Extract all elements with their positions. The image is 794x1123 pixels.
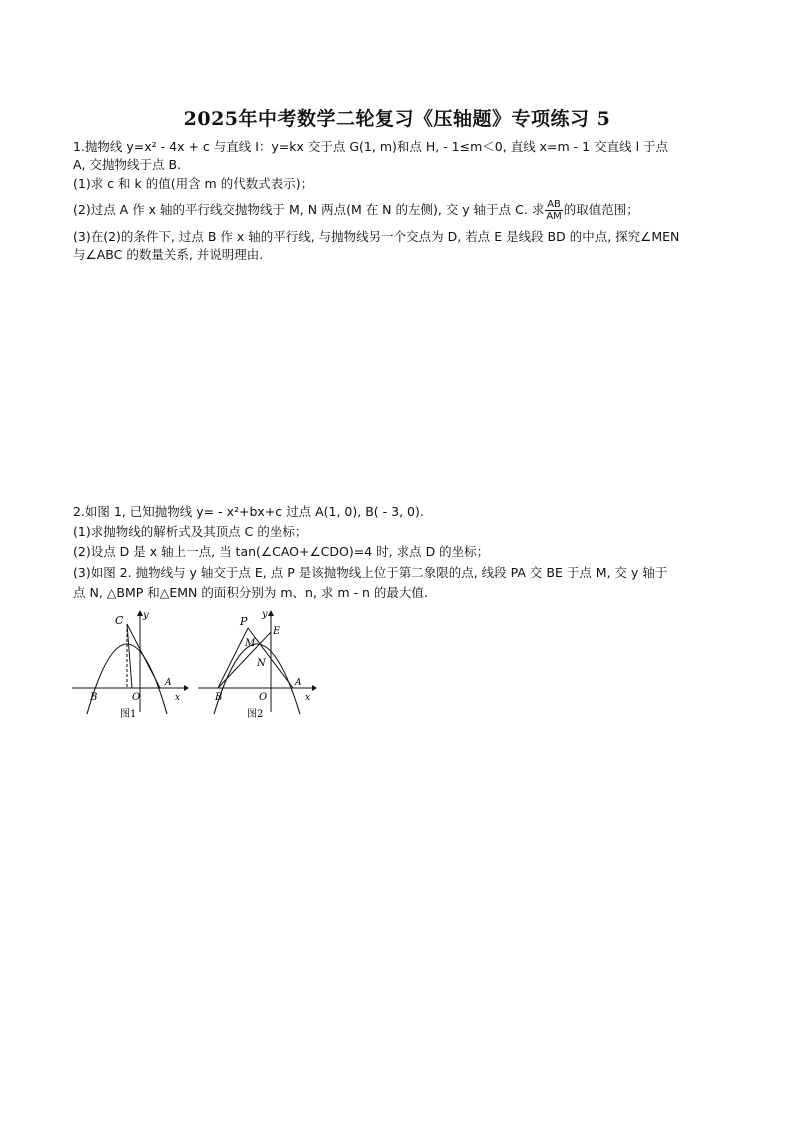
label-y: y xyxy=(262,609,268,620)
y-axis-arrow xyxy=(268,610,274,616)
label-b: B xyxy=(90,692,98,703)
label-c: C xyxy=(115,614,124,627)
x-axis-arrow xyxy=(312,685,317,691)
label-m: M xyxy=(245,638,256,649)
q2-line1: 2.如图 1, 已知抛物线 y= - x²+bx+c 过点 A(1, 0), B( - 3, 0). xyxy=(73,504,424,519)
q1-line1: 1.抛物线 y=x² - 4x + c 与直线 I：y=kx 交于点 G(1, m)和点 H, - 1≤m＜0, 直线 x=m - 1 交直线 l 于点 xyxy=(73,139,669,154)
q1-part2 xyxy=(73,199,733,222)
fraction-denominator: AM xyxy=(546,211,562,222)
figure-2-caption: 图2 xyxy=(247,709,264,720)
q1-part2-before: (2)过点 A 作 x 轴的平行线交抛物线于 M, N 两点(M 在 N 的左侧), 交 y 轴于点 C. 求 xyxy=(73,202,545,217)
q2-part1: (1)求抛物线的解析式及其顶点 C 的坐标； xyxy=(73,524,308,539)
label-n: N xyxy=(257,658,266,669)
x-axis-arrow xyxy=(184,685,189,691)
q1-line2: A, 交抛物线于点 B. xyxy=(73,157,182,172)
segment-ca xyxy=(127,624,160,688)
q1-part3-line2: 与∠ABC 的数量关系, 并说明理由. xyxy=(73,247,264,262)
q2-part3-line1: (3)如图 2. 抛物线与 y 轴交于点 E, 点 P 是该抛物线上位于第二象限的点, 线段 PA 交 BE 于点 M, 交 y 轴于 xyxy=(73,565,668,580)
segment-bp xyxy=(218,628,248,688)
label-a: A xyxy=(165,678,172,688)
label-x: x xyxy=(175,693,181,703)
page-title: 2025年中考数学二轮复习《压轴题》专项练习 5 xyxy=(183,108,611,130)
label-y: y xyxy=(143,610,149,621)
q2-part2: (2)设点 D 是 x 轴上一点, 当 tan(∠CAO+∠CDO)=4 时, 求点 D 的坐标； xyxy=(73,544,490,559)
q1-part3-line1: (3)在(2)的条件下, 过点 B 作 x 轴的平行线, 与抛物线另一个交点为 D, 若点 E 是线段 BD 的中点, 探究∠MEN xyxy=(73,229,680,244)
label-b: B xyxy=(215,692,223,703)
q2-part3-line2: 点 N, △BMP 和△EMN 的面积分别为 m、n, 求 m - n 的最大值. xyxy=(73,585,428,600)
figure-2 xyxy=(196,608,320,722)
q1-part1: (1)求 c 和 k 的值(用含 m 的代数式表示)； xyxy=(73,176,314,191)
figure-1 xyxy=(70,608,190,722)
fraction-numerator: AB xyxy=(547,199,561,210)
figure-1-caption: 图1 xyxy=(120,709,137,720)
q1-part2-after: 的取值范围； xyxy=(563,202,639,217)
label-o: O xyxy=(259,692,268,703)
label-e: E xyxy=(273,626,281,637)
label-o: O xyxy=(132,692,141,703)
label-p: P xyxy=(240,615,248,628)
ab-over-am-fraction xyxy=(545,199,562,222)
label-a: A xyxy=(295,678,302,688)
label-x: x xyxy=(305,693,311,703)
segment-cd xyxy=(127,624,132,688)
